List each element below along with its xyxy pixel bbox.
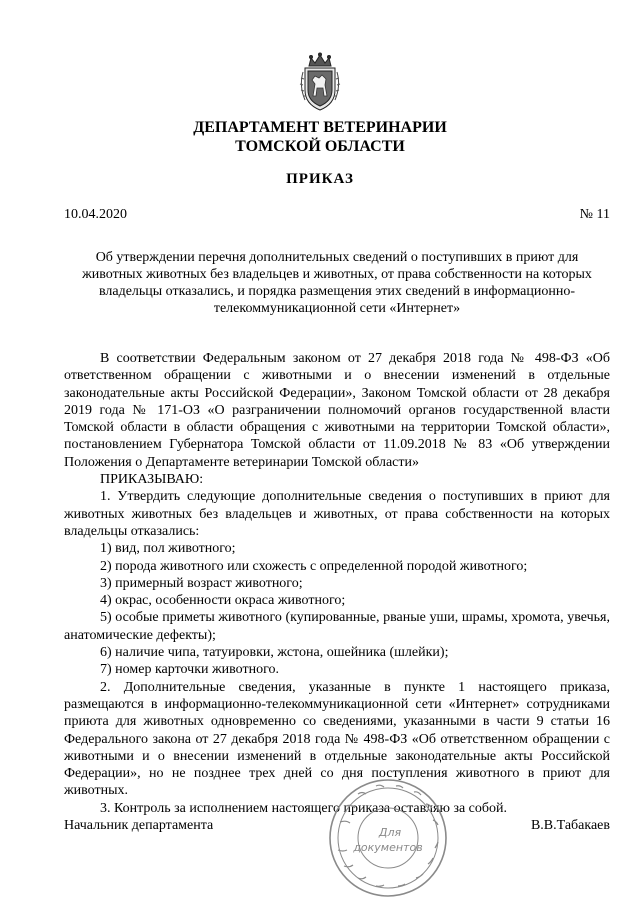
department-name-line1: ДЕПАРТАМЕНТ ВЕТЕРИНАРИИ	[193, 119, 447, 136]
item-3-paragraph: 3. Контроль за исполнением настоящего приказа оставляю за собой.	[100, 800, 508, 816]
order-date: 10.04.2020	[64, 207, 127, 222]
list-item: 7) номер карточки животного.	[100, 662, 279, 678]
list-item: 6) наличие чипа, татуировки, жстона, ошейника (шлейки);	[100, 645, 449, 661]
signatory-position: Начальник департамента	[64, 818, 214, 833]
order-word: ПРИКАЗЫВАЮ:	[100, 472, 204, 488]
coat-of-arms-icon	[295, 52, 345, 114]
order-body	[64, 350, 610, 817]
item-1-paragraph: 1. Утвердить следующие дополнительные сведения о поступивших в приют для животных животных без владельцев и животных, от права собственности на которых владельцы отказались:	[64, 489, 610, 539]
item-2-paragraph: 2. Дополнительные сведения, указанные в пункте 1 настоящего приказа, размещаются в информационно-телекоммуникационной сети «Интернет» сотрудниками приюта для животных одновременно со сведениями, указанными в части 9 статьи 16 Федерального закона от 27 декабря 2018 года № 498-ФЗ «Об ответственном обращении с животными и о внесении изменений в отдельные законодательные акты Российской Федерации», но не позднее трех дней со дня поступления животного в приют для животных.	[64, 679, 610, 799]
list-item: 2) порода животного или схожесть с определенной породой животного;	[100, 558, 528, 574]
list-item: 3) примерный возраст животного;	[100, 575, 303, 591]
order-subject: Об утверждении перечня дополнительных сведений о поступивших в приют для животных животных без владельцев и животных, от права собственности на которых владельцы отказались, и порядка размещения этих сведений в информационно-телекоммуникационной сети «Интернет»	[82, 250, 592, 316]
order-number: № 11	[579, 207, 610, 222]
stamp-text-line2: документов	[353, 841, 423, 854]
signatory-name: В.В.Табакаев	[530, 818, 610, 833]
list-item: 1) вид, пол животного;	[100, 541, 236, 557]
stamp-text-line1: Для	[378, 826, 402, 839]
preamble-paragraph: В соответствии Федеральным законом от 27 декабря 2018 года № 498-ФЗ «Об ответственном обращении с животными и о внесении изменений в отдельные законодательные акты Российской Федерации», Законом Томской области от 28 декабря 2019 года № 171-ОЗ «О разграничении полномочий органов государственной власти Томской области в области обращения с животными на территории Томской области», постановлением Губернатора Томской области от 11.09.2018 № 83 «Об утверждении Положения о Департаменте ветеринарии Томской области»	[64, 351, 610, 470]
document-type-title: ПРИКАЗ	[286, 171, 354, 187]
department-name-line2: ТОМСКОЙ ОБЛАСТИ	[235, 138, 405, 155]
list-item: 5) особые приметы животного (купированные, рваные уши, шрамы, хромота, увечья, анатомические дефекты);	[64, 610, 610, 643]
list-item: 4) окрас, особенности окраса животного;	[100, 593, 346, 609]
official-stamp-icon	[318, 770, 458, 905]
